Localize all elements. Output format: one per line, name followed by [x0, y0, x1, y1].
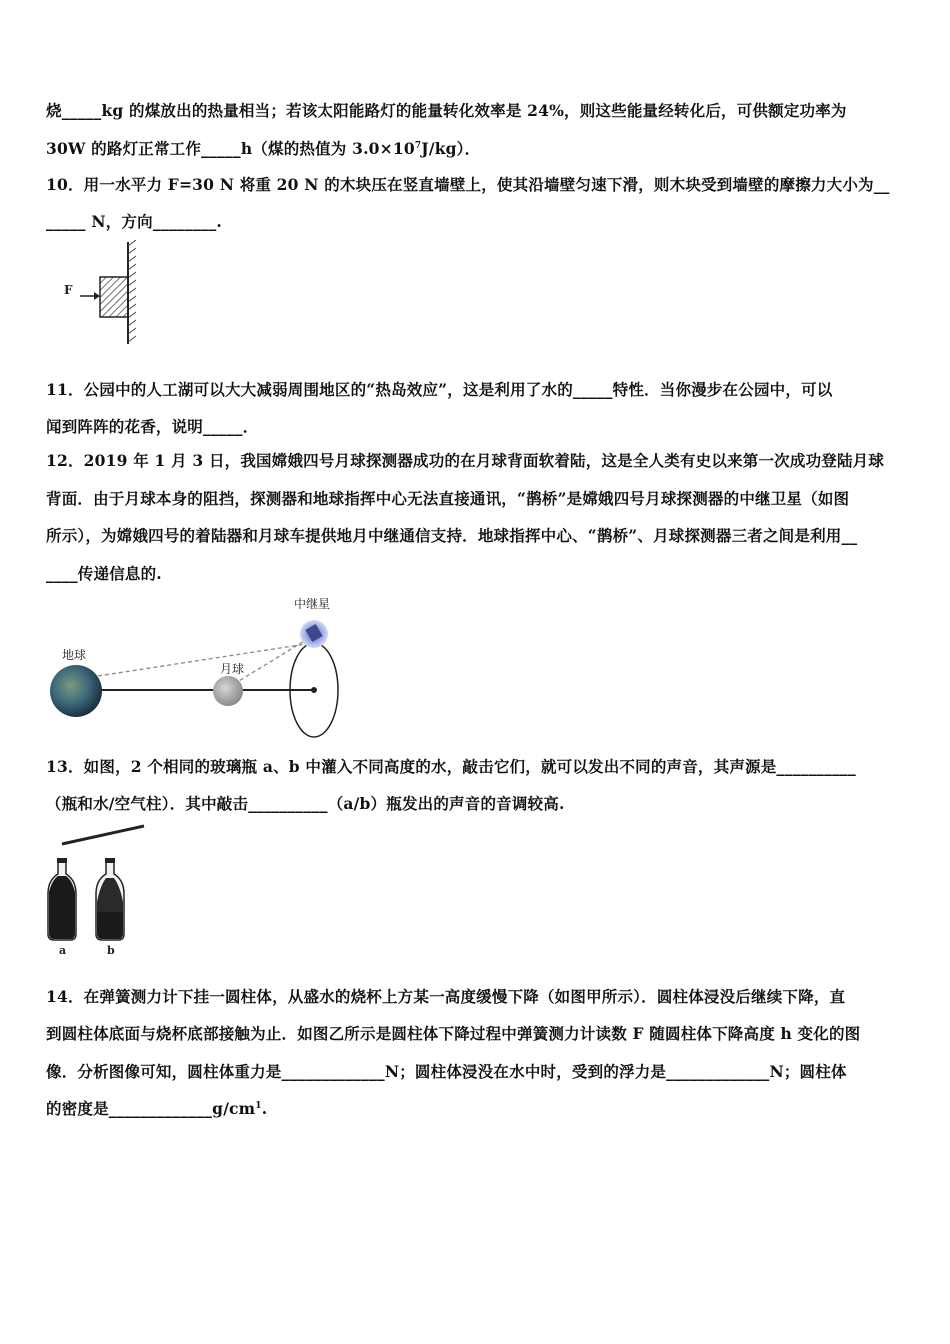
force-arrow-head	[94, 292, 100, 300]
q9-line-2-unit: J/kg）．	[421, 139, 481, 158]
wall-hatching	[128, 240, 136, 342]
bottle-a-label: a	[59, 944, 67, 957]
q13-bottles-figure	[42, 822, 152, 958]
moon	[213, 676, 243, 706]
q14-line-4-end: .	[261, 1099, 268, 1118]
q12-line-1: 12．2019 年 1 月 3 日，我国嫦娥四号月球探测器成功的在月球背面软着陆，这是全人类有史以来第一次成功登陆月球	[46, 451, 885, 470]
q10-line-1: 10．用一水平力 F=30 N 将重 20 N 的木块压在竖直墙壁上，使其沿墙壁匀速下滑，则木块受到墙壁的摩擦力大小为__	[46, 175, 890, 194]
bottle-a	[48, 858, 76, 940]
q12-line-4: ____传递信息的.	[46, 564, 162, 583]
lagrange-point	[311, 687, 317, 693]
q9-line-1: 烧_____kg 的煤放出的热量相当；若该太阳能路灯的能量转化效率是 24%，则这些能量经转化后，可供额定功率为	[46, 101, 847, 120]
q12-line-2: 背面．由于月球本身的阻挡，探测器和地球指挥中心无法直接通讯，“鹊桥”是嫦娥四号月球探测器的中继卫星（如图	[46, 489, 850, 508]
striking-stick	[62, 826, 144, 844]
bottle-b	[96, 858, 124, 940]
bottle-b-label: b	[107, 944, 115, 957]
q14-line-4	[46, 1099, 267, 1119]
q13-line-2: （瓶和水/空气柱）．其中敲击__________（a/b）瓶发出的声音的音调较高.	[46, 794, 565, 813]
q10-block-wall-figure	[58, 240, 148, 348]
earth-label: 地球	[62, 648, 87, 662]
wooden-block	[100, 277, 128, 317]
q9-line-2	[46, 139, 480, 159]
relay-label: 中继星	[294, 597, 331, 611]
q13-line-1: 13．如图，2 个相同的玻璃瓶 a、b 中灌入不同高度的水，敲击它们，就可以发出不同的声音，其声源是__________	[46, 757, 856, 776]
q9-line-2-text: 30W 的路灯正常工作_____h（煤的热值为 3.0×10	[46, 139, 415, 158]
q14-line-3: 像．分析图像可知，圆柱体重力是_____________N；圆柱体浸没在水中时，受到的浮力是_____________N；圆柱体	[46, 1062, 847, 1081]
q11-line-2: 闻到阵阵的花香，说明_____．	[46, 417, 259, 436]
force-label: F	[64, 283, 73, 297]
q9-exponent: 7	[414, 140, 422, 151]
q12-line-3: 所示），为嫦娥四号的着陆器和月球车提供地月中继通信支持．地球指挥中心、“鹊桥”、月球探测器三者之间是利用__	[46, 526, 858, 545]
q10-line-2: _____ N，方向________.	[46, 212, 223, 231]
moon-label: 月球	[220, 662, 245, 676]
earth	[50, 665, 102, 717]
earth-relay-dashed	[98, 644, 306, 676]
q12-earth-moon-relay-figure	[44, 592, 354, 740]
q11-line-1: 11．公园中的人工湖可以大大减弱周围地区的“热岛效应”，这是利用了水的_____特性．当你漫步在公园中，可以	[46, 380, 833, 399]
q14-exponent: 1	[255, 1100, 262, 1111]
q14-line-1: 14．在弹簧测力计下挂一圆柱体，从盛水的烧杯上方某一高度缓慢下降（如图甲所示）．圆柱体浸没后继续下降，直	[46, 987, 846, 1006]
q14-line-4-text: 的密度是_____________g/cm	[46, 1099, 256, 1118]
q14-line-2: 到圆柱体底面与烧杯底部接触为止．如图乙所示是圆柱体下降过程中弹簧测力计读数 F 随圆柱体下降高度 h 变化的图	[46, 1024, 861, 1043]
